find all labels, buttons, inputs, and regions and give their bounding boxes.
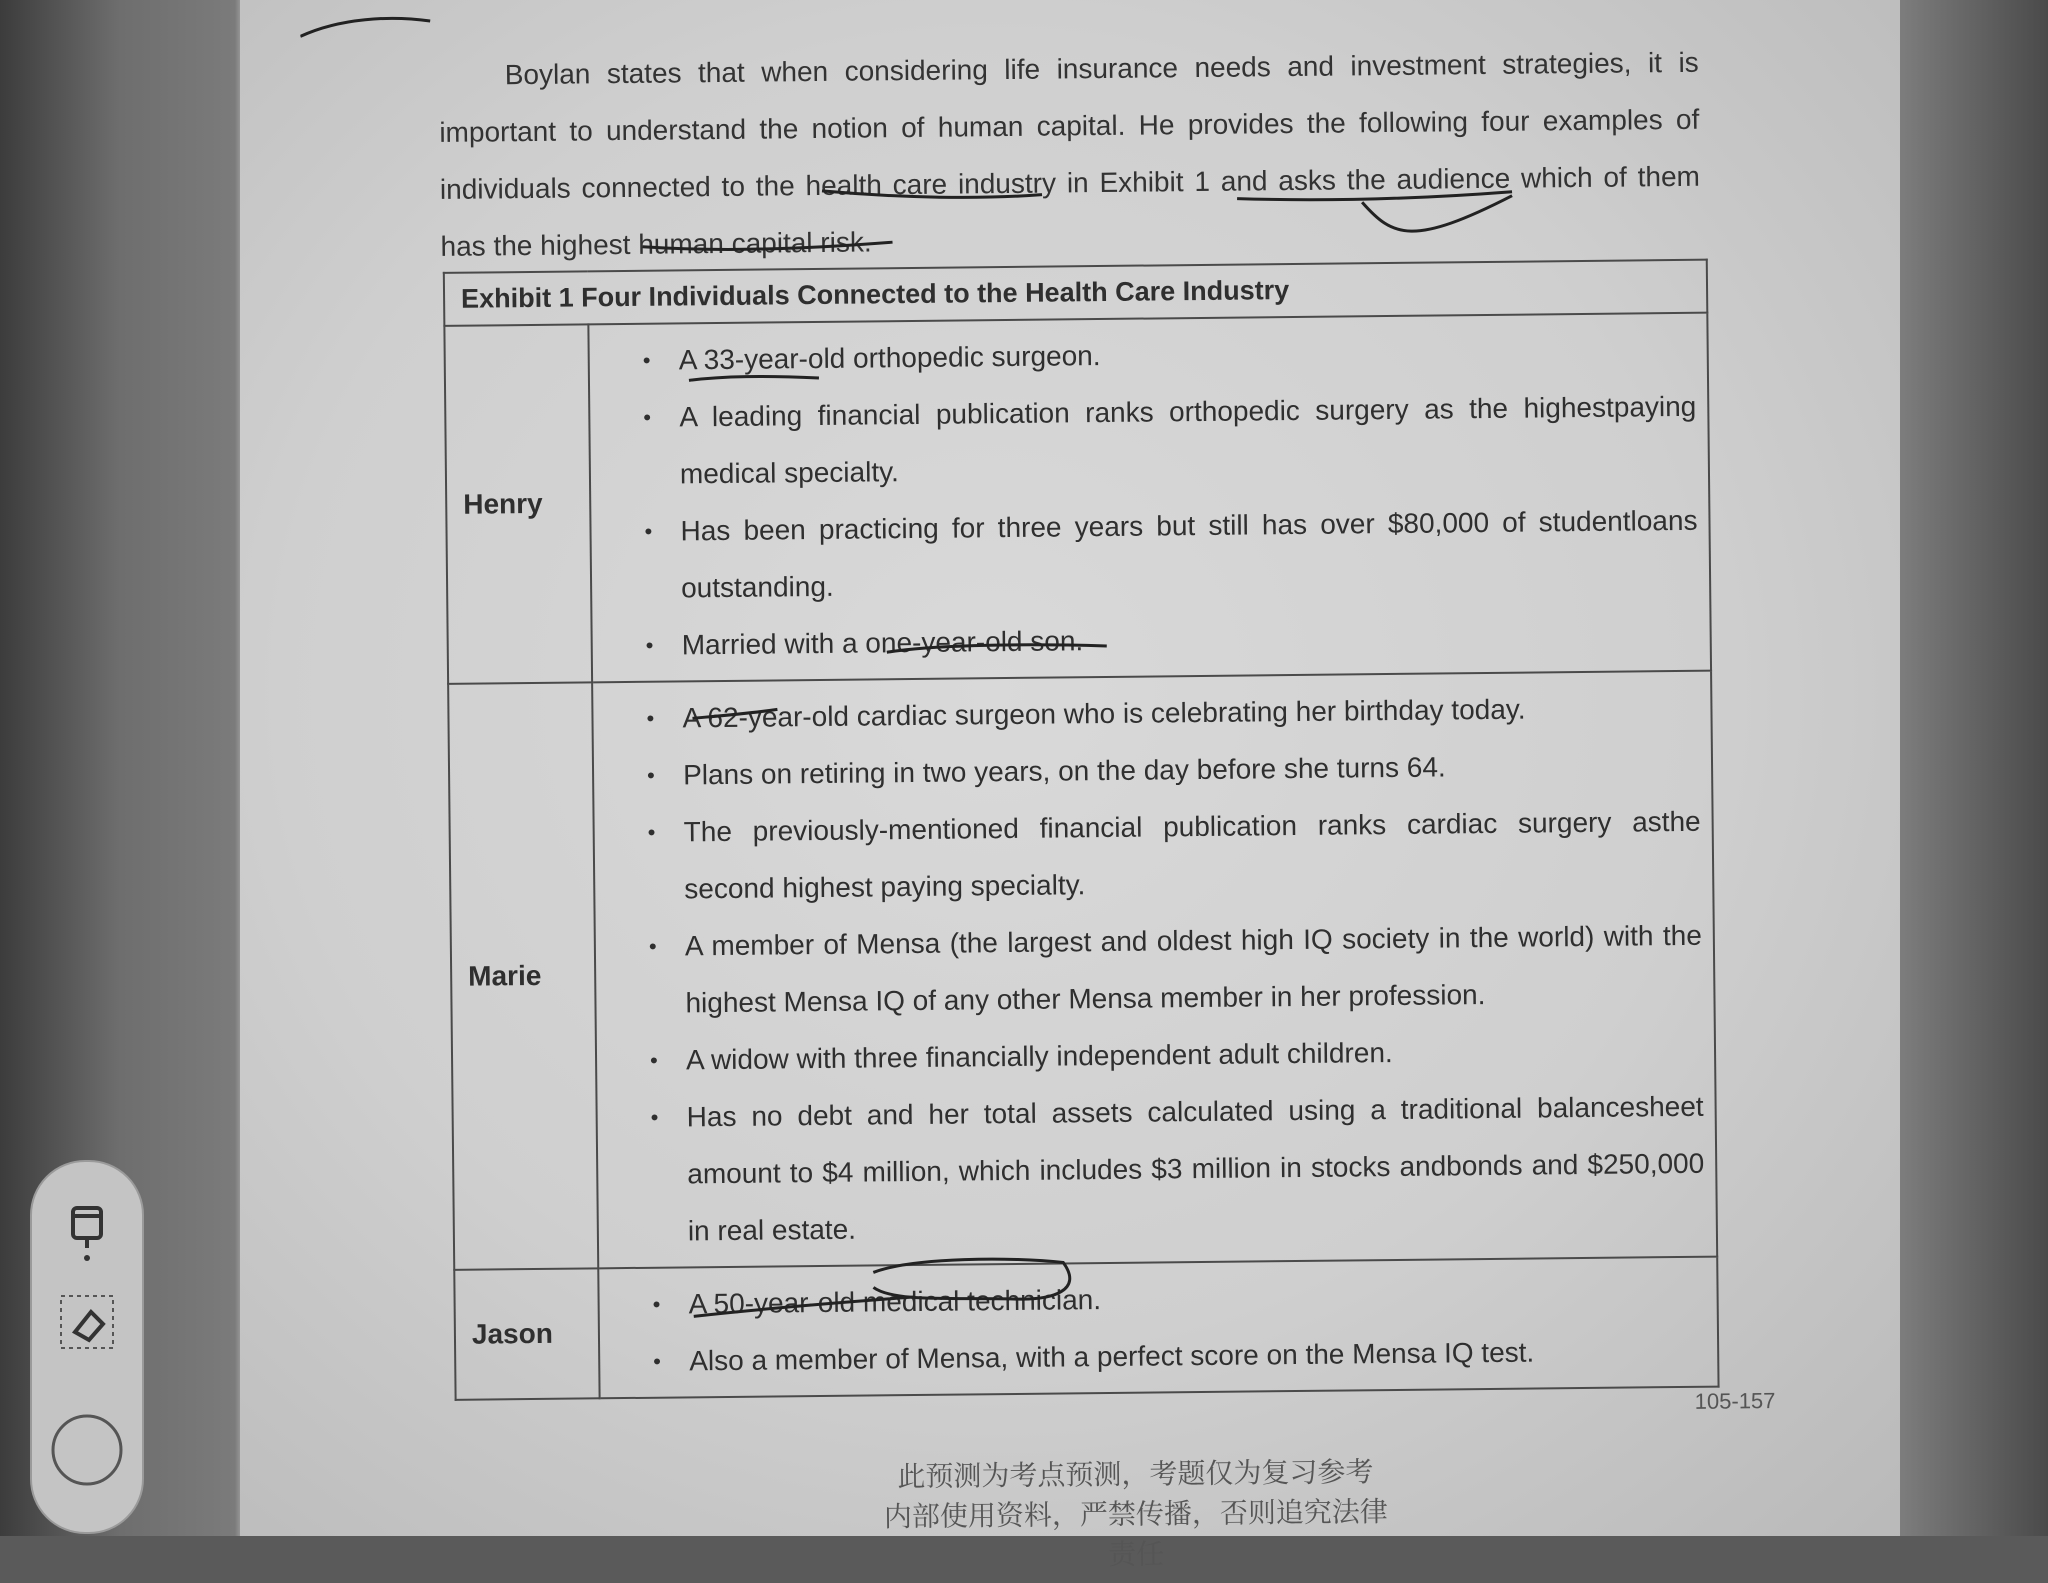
exhibit-title: Exhibit 1 Four Individuals Connected to the Health Care Industry — [444, 260, 1707, 326]
exhibit-table — [443, 259, 1720, 1401]
list-item: • Has been practicing for three years but still has over $80,000 of studentloans outstanding. — [644, 504, 1698, 604]
person-name: Jason — [454, 1268, 599, 1400]
table-row — [448, 671, 1717, 1270]
list-item: • Has no debt and her total assets calculated using a traditional balancesheet amount to $4 million, which includes $3 million in stocks andbonds and $250,000 in real estate. — [650, 1090, 1705, 1247]
list-item: • Also a member of Mensa, with a perfect score on the Mensa IQ test. — [653, 1336, 1535, 1377]
eraser-icon[interactable] — [57, 1292, 117, 1352]
facts-cell — [592, 671, 1717, 1269]
table-row — [454, 1257, 1718, 1400]
device-right-edge — [1900, 0, 2048, 1536]
facts-cell — [588, 313, 1711, 683]
list-item: • The previously-mentioned financial publication ranks cardiac surgery asthe second highest paying specialty. — [647, 805, 1701, 905]
footer-line: 此预测为考点预测，考题仅为复习参考 — [897, 1456, 1374, 1493]
document-page — [300, 0, 1916, 1570]
facts-cell — [598, 1257, 1718, 1399]
footer-notice — [875, 1452, 1396, 1577]
fact-list — [590, 315, 1709, 681]
circle-button-icon[interactable] — [49, 1412, 125, 1488]
list-item: • A member of Mensa (the largest and oldest high IQ society in the world) with the highest Mensa IQ of any other Mensa member in her profession. — [648, 919, 1702, 1019]
fact-list — [594, 673, 1715, 1267]
note-tool-icon[interactable] — [57, 1202, 117, 1262]
table-row — [444, 313, 1711, 684]
annotation-toolbar — [30, 1160, 144, 1534]
intro-paragraph: Boylan states that when considering life insurance needs and investment strategies, it is important to understand the notion of human capital. He provides the following four examples of individuals connected to the health care industry in Exhibit 1 and asks the audience which of them has the highest human capital risk. — [439, 46, 1701, 262]
list-item: • A leading financial publication ranks orthopedic surgery as the highestpaying medical specialty. — [643, 390, 1697, 490]
person-name: Henry — [444, 324, 592, 683]
list-item: • A 50-year-old medical technician. — [652, 1284, 1102, 1320]
person-name: Marie — [448, 682, 598, 1269]
list-item: • A 33-year-old orthopedic surgeon. — [642, 340, 1101, 376]
list-item: • A widow with three financially independent adult children. — [649, 1036, 1393, 1076]
footer-line: 内部使用资料，严禁传播，否则追究法律责任 — [883, 1496, 1389, 1570]
page-number: 105-157 — [1694, 1388, 1776, 1414]
list-item: • Plans on retiring in two years, on the day before she turns 64. — [646, 751, 1446, 791]
fact-list — [600, 1259, 1716, 1397]
list-item: • Married with a one-year-old son. — [645, 625, 1084, 661]
list-item: • A 62-year-old cardiac surgeon who is celebrating her birthday today. — [646, 693, 1526, 734]
